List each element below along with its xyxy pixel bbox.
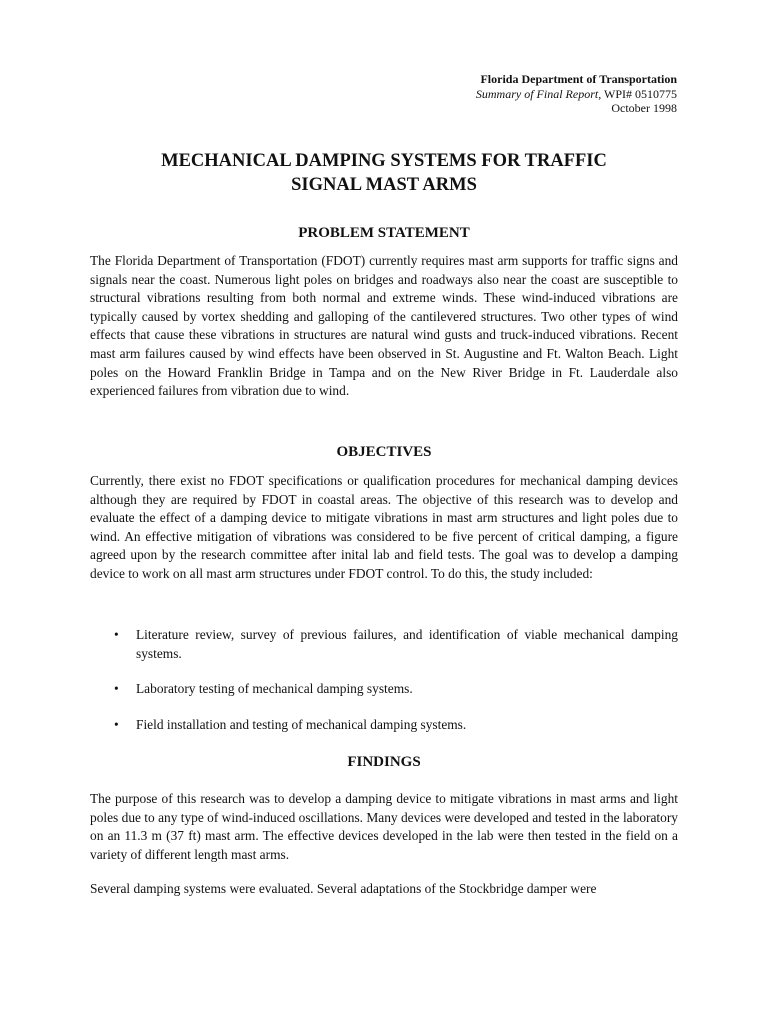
bullet-icon: • — [114, 627, 119, 642]
findings-paragraph-2: Several damping systems were evaluated. Several adaptations of the Stockbridge damper were — [90, 881, 597, 896]
header-summary — [476, 87, 677, 102]
list-item-text: Laboratory testing of mechanical damping systems. — [136, 681, 413, 696]
heading-problem-statement: PROBLEM STATEMENT — [298, 225, 470, 241]
list-item-text: Literature review, survey of previous failures, and identification of viable mechanical damping systems. — [136, 627, 678, 661]
bullet-icon: • — [114, 717, 119, 732]
list-item — [90, 716, 678, 735]
heading-findings: FINDINGS — [347, 754, 421, 770]
header-organization: Florida Department of Transportation — [480, 72, 677, 86]
report-header — [476, 72, 677, 116]
bullet-icon: • — [114, 681, 119, 696]
findings-paragraph-1: The purpose of this research was to develop a damping device to mitigate vibrations in mast arms and light poles due to any type of wind-induced oscillations. Many devices were developed and tested in the laboratory on an 11.3 m (37 ft) mast arm. The effective devices developed in the lab were then tested in the field on a variety of different length mast arms. — [90, 791, 678, 862]
problem-statement-paragraph: The Florida Department of Transportation (FDOT) currently requires mast arm supports for traffic signs and signals near the coast. Numerous light poles on bridges and roadways also near the coast are susceptible to structural vibrations resulting from both normal and extreme winds. These wind-induced vibrations are typically caused by vortex shedding and galloping of the cantilevered structures. Two other types of wind effects that cause these vibrations in structures are natural wind gusts and truck-induced vibrations. Recent mast arm failures caused by wind effects have been observed in St. Augustine and Ft. Walton Beach. Light poles on the Howard Franklin Bridge in Tampa and on the New River Bridge in Ft. Lauderdale also experienced failures from vibration due to wind. — [90, 253, 678, 399]
report-title-line-2: SIGNAL MAST ARMS — [291, 175, 477, 195]
list-item — [90, 680, 678, 699]
header-wpi-number: WPI# 0510775 — [601, 86, 677, 101]
report-title — [90, 149, 678, 197]
list-item — [90, 626, 678, 663]
heading-objectives: OBJECTIVES — [336, 444, 432, 460]
list-item-text: Field installation and testing of mechanical damping systems. — [136, 717, 467, 732]
report-title-line-1: MECHANICAL DAMPING SYSTEMS FOR TRAFFIC — [161, 151, 607, 171]
objectives-paragraph: Currently, there exist no FDOT specifications or qualification procedures for mechanical damping devices although they are required by FDOT in coastal areas. The objective of this research was to develop and evaluate the effect of a damping device to mitigate vibrations in mast arm structures and light poles due to wind. An effective mitigation of vibrations was considered to be five percent of critical damping, a figure agreed upon by the research committee after inital lab and field tests. The goal was to develop a damping device to work on all mast arm structures under FDOT control. To do this, the study included: — [90, 473, 678, 581]
header-summary-label: Summary of Final Report, — [475, 86, 602, 101]
header-date: October 1998 — [611, 101, 677, 115]
